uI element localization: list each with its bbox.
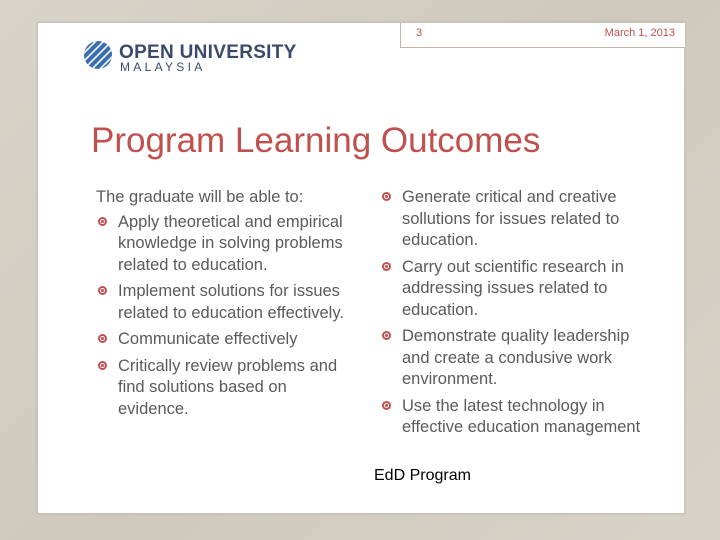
- bullet-icon: [382, 262, 391, 271]
- bullet-icon: [98, 361, 107, 370]
- list-item: [380, 396, 645, 439]
- list-item: [96, 281, 361, 324]
- right-bullet-list: [380, 187, 645, 439]
- list-item-text: Carry out scientific research in addressing issues related to education.: [402, 257, 624, 319]
- list-item: [96, 212, 361, 277]
- list-item: [380, 326, 645, 391]
- slide-number: 3: [416, 27, 423, 39]
- list-item: [380, 187, 645, 252]
- bullet-icon: [382, 192, 391, 201]
- slide-header: [400, 23, 685, 48]
- slide-footer: EdD Program: [374, 467, 471, 484]
- intro-text: The graduate will be able to:: [96, 188, 304, 206]
- list-item: [96, 329, 361, 351]
- bullet-icon: [98, 217, 107, 226]
- slide-date: March 1, 2013: [604, 27, 675, 39]
- list-item-text: Communicate effectively: [118, 330, 298, 348]
- globe-icon: [83, 40, 113, 70]
- bullet-icon: [98, 286, 107, 295]
- list-item-text: Apply theoretical and empirical knowledge in solving problems related to education.: [118, 212, 343, 274]
- bullet-icon: [382, 401, 391, 410]
- list-item-text: Generate critical and creative sollutions for issues related to education.: [402, 188, 620, 249]
- bullet-icon: [98, 334, 107, 343]
- logo-text-secondary: MALAYSIA: [120, 60, 206, 74]
- bullet-icon: [382, 331, 391, 340]
- left-bullet-list: [96, 212, 361, 421]
- left-column: [96, 187, 361, 425]
- list-item: [380, 257, 645, 322]
- logo-text-primary: OPEN UNIVERSITY: [119, 42, 297, 63]
- list-item-text: Implement solutions for issues related to education effectively.: [118, 282, 344, 322]
- list-item-text: Critically review problems and find solutions based on evidence.: [118, 356, 338, 418]
- right-column: [380, 187, 645, 444]
- slide-title: Program Learning Outcomes: [91, 121, 541, 160]
- slide: [37, 22, 685, 514]
- university-logo: [83, 40, 323, 80]
- list-item-text: Demonstrate quality leadership and create a condusive work environment.: [402, 327, 630, 388]
- list-item: [96, 356, 361, 421]
- list-item-text: Use the latest technology in effective education management: [402, 396, 641, 436]
